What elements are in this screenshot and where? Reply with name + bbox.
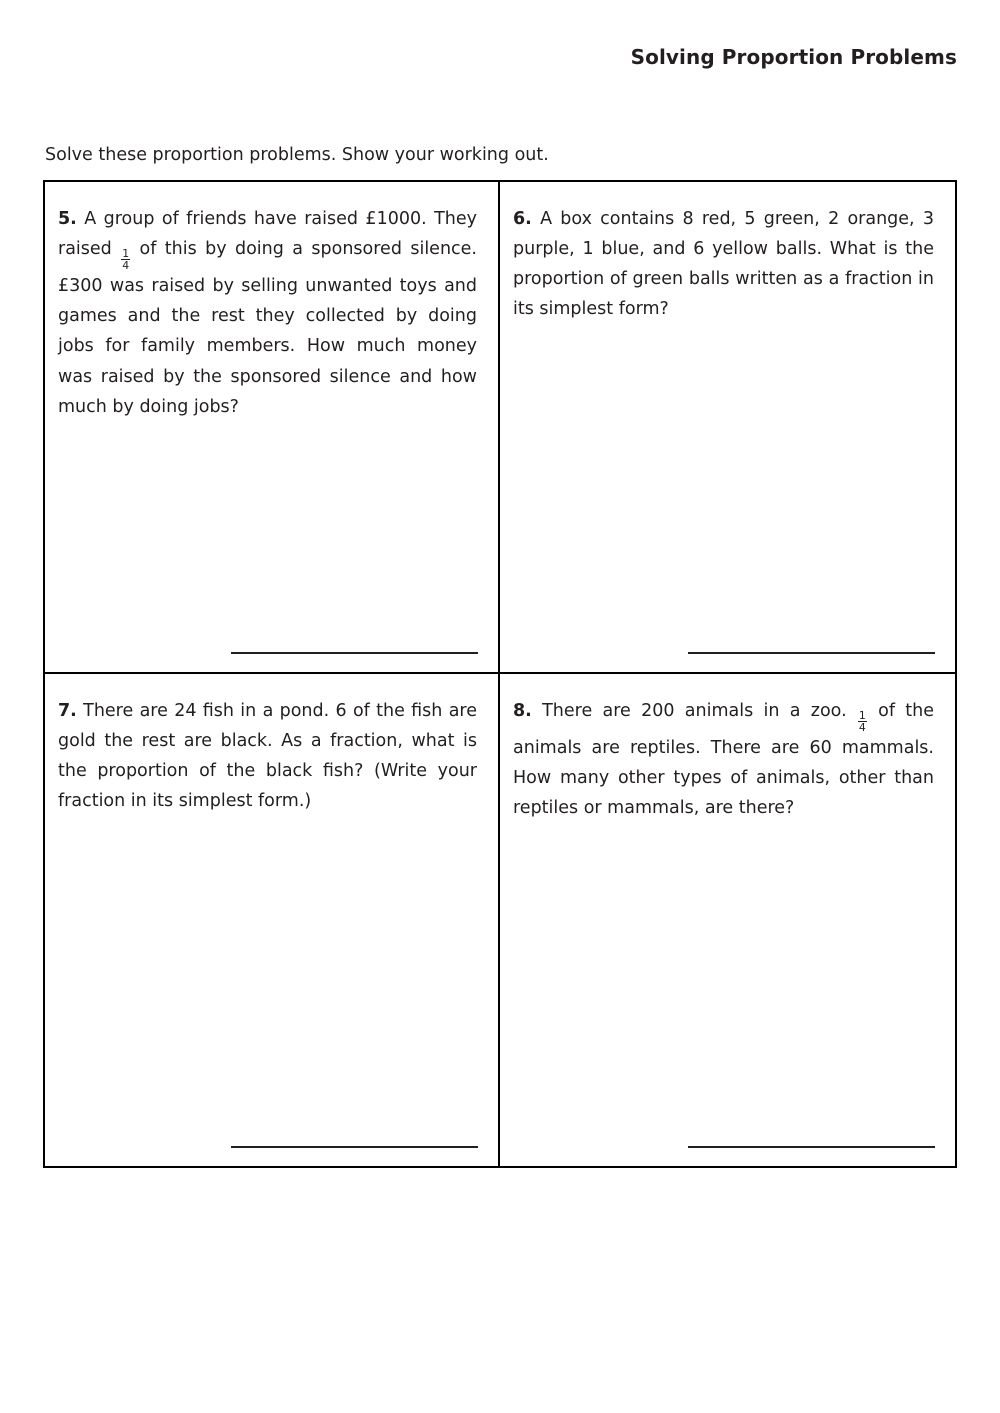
question-body-6: A box contains 8 red, 5 green, 2 orange, 3 purple, 1 blue, and 6 yellow balls. What is the proportion of green balls written as a fraction in its simplest form? [513,209,934,320]
question-body-8-part2: of the animals are reptiles. There are 60 mammals. How many other types of animals, other than reptiles or mammals, are there? [513,701,934,819]
page-title: Solving Proportion Problems [630,45,957,69]
question-grid [43,180,957,1168]
answer-line-7[interactable] [231,1146,478,1148]
question-cell-5 [45,182,500,674]
answer-line-5[interactable] [231,652,478,654]
fraction-numerator: 1 [122,247,130,261]
fraction-denominator: 4 [122,259,130,273]
fraction-one-quarter [858,710,867,733]
question-body-7: There are 24 fish in a pond. 6 of the fish are gold the rest are black. As a fraction, what is the proportion of the black fish? (Write your fraction in its simplest form.) [58,701,477,812]
question-text-7 [58,696,477,816]
question-text-5 [58,204,477,422]
question-number-7: 7. [58,701,77,721]
question-cell-6 [500,182,955,674]
question-body-5-part1: A group of friends have raised £1000. They raised [58,209,477,260]
fraction-numerator: 1 [858,709,866,723]
fraction-one-quarter [121,248,130,271]
question-text-6 [513,204,934,324]
question-text-8 [513,696,934,823]
question-number-6: 6. [513,209,532,229]
answer-line-8[interactable] [688,1146,935,1148]
question-cell-8 [500,674,955,1166]
question-number-5: 5. [58,209,77,229]
question-body-8-part1: There are 200 animals in a zoo. [531,701,857,721]
instruction-text: Solve these proportion problems. Show your working out. [45,145,549,165]
question-cell-7 [45,674,500,1166]
question-number-8: 8. [513,701,532,721]
fraction-denominator: 4 [858,721,866,735]
question-body-5-part2: of this by doing a sponsored silence. £300 was raised by selling unwanted toys and games and the rest they collected by doing jobs for family members. How much money was raised by the sponsored silence and how much by doing jobs? [58,239,477,417]
answer-line-6[interactable] [688,652,935,654]
page-header [0,45,957,69]
